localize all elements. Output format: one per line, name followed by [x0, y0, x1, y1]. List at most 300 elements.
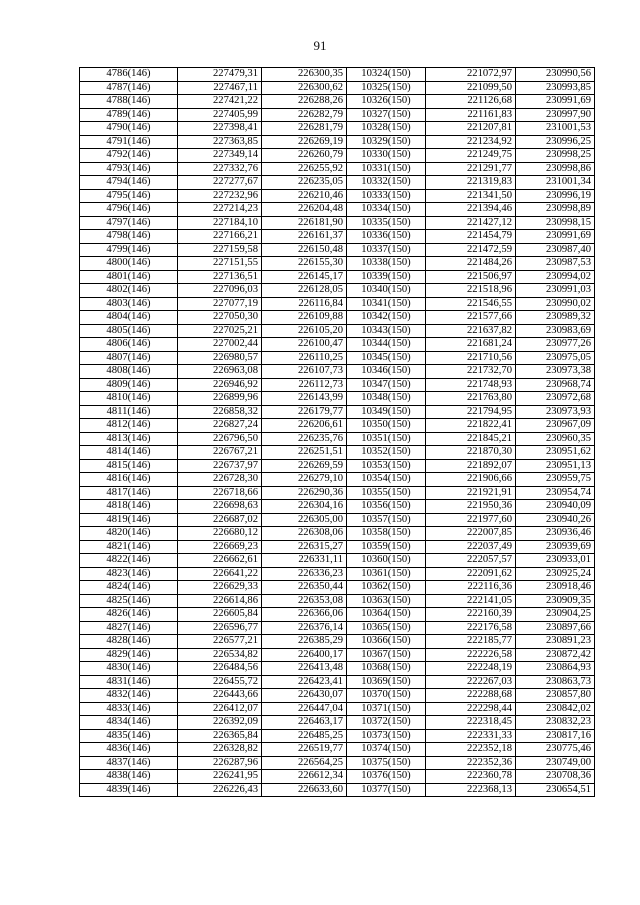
coordinate-cell: 230909,35 — [516, 594, 595, 608]
coordinate-cell: 226534,82 — [178, 648, 262, 662]
table-row — [80, 122, 595, 136]
point-id-cell: 4830(146) — [80, 662, 178, 676]
table-row — [80, 486, 595, 500]
coordinate-cell: 226629,33 — [178, 581, 262, 595]
coordinate-cell: 226204,48 — [262, 203, 347, 217]
point-id-cell: 10327(150) — [347, 108, 426, 122]
coordinate-cell: 226669,23 — [178, 540, 262, 554]
coordinate-cell: 230990,56 — [516, 68, 595, 82]
coordinate-cell: 222141,05 — [426, 594, 516, 608]
coordinate-cell: 227096,03 — [178, 284, 262, 298]
point-id-cell: 4813(146) — [80, 432, 178, 446]
point-id-cell: 10364(150) — [347, 608, 426, 622]
point-id-cell: 10361(150) — [347, 567, 426, 581]
table-row — [80, 743, 595, 757]
coordinate-cell: 226899,96 — [178, 392, 262, 406]
table-row — [80, 621, 595, 635]
coordinate-cell: 226304,16 — [262, 500, 347, 514]
coordinate-cell: 226392,09 — [178, 716, 262, 730]
point-id-cell: 4822(146) — [80, 554, 178, 568]
coordinate-cell: 221207,81 — [426, 122, 516, 136]
coordinate-cell: 221977,60 — [426, 513, 516, 527]
coordinate-cell: 227405,99 — [178, 108, 262, 122]
coordinate-cell: 226179,77 — [262, 405, 347, 419]
coordinate-cell: 227184,10 — [178, 216, 262, 230]
coordinate-cell: 226308,06 — [262, 527, 347, 541]
coordinate-cell: 230987,40 — [516, 243, 595, 257]
point-id-cell: 10330(150) — [347, 149, 426, 163]
coordinate-cell: 230933,01 — [516, 554, 595, 568]
point-id-cell: 10326(150) — [347, 95, 426, 109]
point-id-cell: 4811(146) — [80, 405, 178, 419]
point-id-cell: 4794(146) — [80, 176, 178, 190]
point-id-cell: 10346(150) — [347, 365, 426, 379]
point-id-cell: 4812(146) — [80, 419, 178, 433]
coordinate-cell: 226269,59 — [262, 459, 347, 473]
coordinate-cell: 230749,00 — [516, 756, 595, 770]
coordinate-cell: 227166,21 — [178, 230, 262, 244]
point-id-cell: 4790(146) — [80, 122, 178, 136]
coordinate-cell: 226112,73 — [262, 378, 347, 392]
coordinate-cell: 226365,84 — [178, 729, 262, 743]
coordinate-cell: 230994,02 — [516, 270, 595, 284]
coordinate-cell: 226288,26 — [262, 95, 347, 109]
coordinate-cell: 227136,51 — [178, 270, 262, 284]
coordinate-cell: 226612,34 — [262, 770, 347, 784]
coordinate-cell: 226150,48 — [262, 243, 347, 257]
point-id-cell: 4804(146) — [80, 311, 178, 325]
table-row — [80, 81, 595, 95]
point-id-cell: 10362(150) — [347, 581, 426, 595]
coordinate-cell: 226100,47 — [262, 338, 347, 352]
coordinate-cell: 226963,08 — [178, 365, 262, 379]
point-id-cell: 10360(150) — [347, 554, 426, 568]
coordinate-cell: 221637,82 — [426, 324, 516, 338]
point-id-cell: 10370(150) — [347, 689, 426, 703]
point-id-cell: 10338(150) — [347, 257, 426, 271]
coordinate-cell: 230918,46 — [516, 581, 595, 595]
coordinate-cell: 226605,84 — [178, 608, 262, 622]
coordinate-cell: 227159,58 — [178, 243, 262, 257]
table-row — [80, 770, 595, 784]
coordinate-cell: 230939,69 — [516, 540, 595, 554]
coordinate-cell: 231001,53 — [516, 122, 595, 136]
table-row — [80, 554, 595, 568]
point-id-cell: 4807(146) — [80, 351, 178, 365]
point-id-cell: 4798(146) — [80, 230, 178, 244]
coordinate-cell: 227349,14 — [178, 149, 262, 163]
coordinate-cell: 226161,37 — [262, 230, 347, 244]
coordinate-cell: 227479,31 — [178, 68, 262, 82]
point-id-cell: 10351(150) — [347, 432, 426, 446]
point-id-cell: 4828(146) — [80, 635, 178, 649]
point-id-cell: 4793(146) — [80, 162, 178, 176]
coordinate-cell: 226116,84 — [262, 297, 347, 311]
coordinate-cell: 221319,83 — [426, 176, 516, 190]
table-row — [80, 608, 595, 622]
coordinates-table-body — [80, 68, 595, 797]
point-id-cell: 10372(150) — [347, 716, 426, 730]
point-id-cell: 4796(146) — [80, 203, 178, 217]
coordinate-cell: 226484,56 — [178, 662, 262, 676]
point-id-cell: 4808(146) — [80, 365, 178, 379]
point-id-cell: 4792(146) — [80, 149, 178, 163]
coordinate-cell: 226564,25 — [262, 756, 347, 770]
point-id-cell: 4817(146) — [80, 486, 178, 500]
coordinate-cell: 230973,93 — [516, 405, 595, 419]
point-id-cell: 4816(146) — [80, 473, 178, 487]
point-id-cell: 4829(146) — [80, 648, 178, 662]
table-row — [80, 162, 595, 176]
coordinate-cell: 221454,79 — [426, 230, 516, 244]
point-id-cell: 10335(150) — [347, 216, 426, 230]
point-id-cell: 10340(150) — [347, 284, 426, 298]
coordinate-cell: 230987,53 — [516, 257, 595, 271]
coordinate-cell: 226181,90 — [262, 216, 347, 230]
coordinate-cell: 222352,36 — [426, 756, 516, 770]
point-id-cell: 10337(150) — [347, 243, 426, 257]
coordinate-cell: 226718,66 — [178, 486, 262, 500]
coordinate-cell: 230977,26 — [516, 338, 595, 352]
point-id-cell: 4818(146) — [80, 500, 178, 514]
point-id-cell: 10357(150) — [347, 513, 426, 527]
coordinate-cell: 230972,68 — [516, 392, 595, 406]
coordinate-cell: 222037,49 — [426, 540, 516, 554]
point-id-cell: 10344(150) — [347, 338, 426, 352]
point-id-cell: 4787(146) — [80, 81, 178, 95]
coordinate-cell: 226269,19 — [262, 135, 347, 149]
coordinate-cell: 230998,89 — [516, 203, 595, 217]
coordinate-cell: 230951,62 — [516, 446, 595, 460]
table-row — [80, 392, 595, 406]
point-id-cell: 10334(150) — [347, 203, 426, 217]
point-id-cell: 4809(146) — [80, 378, 178, 392]
coordinate-cell: 221906,66 — [426, 473, 516, 487]
point-id-cell: 4825(146) — [80, 594, 178, 608]
coordinate-cell: 226290,36 — [262, 486, 347, 500]
point-id-cell: 4831(146) — [80, 675, 178, 689]
table-row — [80, 108, 595, 122]
table-row — [80, 257, 595, 271]
coordinate-cell: 230967,09 — [516, 419, 595, 433]
coordinate-cell: 221870,30 — [426, 446, 516, 460]
coordinate-cell: 230951,13 — [516, 459, 595, 473]
table-row — [80, 446, 595, 460]
coordinate-cell: 226728,30 — [178, 473, 262, 487]
point-id-cell: 10328(150) — [347, 122, 426, 136]
coordinate-cell: 226241,95 — [178, 770, 262, 784]
coordinate-cell: 226255,92 — [262, 162, 347, 176]
point-id-cell: 10331(150) — [347, 162, 426, 176]
coordinates-table — [79, 67, 595, 797]
coordinate-cell: 222176,58 — [426, 621, 516, 635]
point-id-cell: 4835(146) — [80, 729, 178, 743]
coordinate-cell: 226235,05 — [262, 176, 347, 190]
coordinate-cell: 226485,25 — [262, 729, 347, 743]
coordinate-cell: 226305,00 — [262, 513, 347, 527]
coordinate-cell: 222185,77 — [426, 635, 516, 649]
coordinate-cell: 226400,17 — [262, 648, 347, 662]
table-row — [80, 351, 595, 365]
coordinate-cell: 230936,46 — [516, 527, 595, 541]
coordinate-cell: 222352,18 — [426, 743, 516, 757]
coordinate-cell: 231001,34 — [516, 176, 595, 190]
coordinate-cell: 221748,93 — [426, 378, 516, 392]
coordinate-cell: 221921,91 — [426, 486, 516, 500]
coordinate-cell: 230864,93 — [516, 662, 595, 676]
coordinate-cell: 227421,22 — [178, 95, 262, 109]
point-id-cell: 4820(146) — [80, 527, 178, 541]
coordinate-cell: 230904,25 — [516, 608, 595, 622]
coordinate-cell: 230968,74 — [516, 378, 595, 392]
point-id-cell: 10355(150) — [347, 486, 426, 500]
point-id-cell: 4814(146) — [80, 446, 178, 460]
coordinate-cell: 226980,57 — [178, 351, 262, 365]
coordinate-cell: 221394,46 — [426, 203, 516, 217]
coordinate-cell: 226281,79 — [262, 122, 347, 136]
coordinate-cell: 221427,12 — [426, 216, 516, 230]
coordinate-cell: 221472,59 — [426, 243, 516, 257]
coordinate-cell: 226260,79 — [262, 149, 347, 163]
table-row — [80, 203, 595, 217]
point-id-cell: 10359(150) — [347, 540, 426, 554]
coordinate-cell: 221763,80 — [426, 392, 516, 406]
coordinate-cell: 227050,30 — [178, 311, 262, 325]
coordinate-cell: 222116,36 — [426, 581, 516, 595]
coordinate-cell: 230991,69 — [516, 95, 595, 109]
coordinate-cell: 226413,48 — [262, 662, 347, 676]
coordinate-cell: 230975,05 — [516, 351, 595, 365]
table-row — [80, 702, 595, 716]
coordinate-cell: 222091,62 — [426, 567, 516, 581]
coordinate-cell: 226519,77 — [262, 743, 347, 757]
coordinate-cell: 226336,23 — [262, 567, 347, 581]
coordinate-cell: 230993,85 — [516, 81, 595, 95]
coordinate-cell: 221577,66 — [426, 311, 516, 325]
point-id-cell: 4788(146) — [80, 95, 178, 109]
coordinate-cell: 227398,41 — [178, 122, 262, 136]
coordinate-cell: 230960,35 — [516, 432, 595, 446]
coordinate-cell: 226143,99 — [262, 392, 347, 406]
table-row — [80, 567, 595, 581]
table-row — [80, 459, 595, 473]
coordinate-cell: 222368,13 — [426, 783, 516, 797]
coordinate-cell: 222007,85 — [426, 527, 516, 541]
coordinate-cell: 226423,41 — [262, 675, 347, 689]
coordinate-cell: 226641,22 — [178, 567, 262, 581]
point-id-cell: 4826(146) — [80, 608, 178, 622]
coordinate-cell: 221234,92 — [426, 135, 516, 149]
table-row — [80, 540, 595, 554]
page-number: 91 — [313, 38, 327, 53]
coordinate-cell: 230940,09 — [516, 500, 595, 514]
coordinate-cell: 226447,04 — [262, 702, 347, 716]
point-id-cell: 4827(146) — [80, 621, 178, 635]
point-id-cell: 4832(146) — [80, 689, 178, 703]
coordinate-cell: 222298,44 — [426, 702, 516, 716]
coordinate-cell: 226680,12 — [178, 527, 262, 541]
coordinate-cell: 230983,69 — [516, 324, 595, 338]
point-id-cell: 10371(150) — [347, 702, 426, 716]
point-id-cell: 4834(146) — [80, 716, 178, 730]
coordinate-cell: 226687,02 — [178, 513, 262, 527]
coordinate-cell: 226128,05 — [262, 284, 347, 298]
table-row — [80, 675, 595, 689]
point-id-cell: 4821(146) — [80, 540, 178, 554]
coordinate-cell: 230872,42 — [516, 648, 595, 662]
coordinate-cell: 226376,14 — [262, 621, 347, 635]
coordinate-cell: 227332,76 — [178, 162, 262, 176]
table-row — [80, 594, 595, 608]
coordinate-cell: 221484,26 — [426, 257, 516, 271]
point-id-cell: 4838(146) — [80, 770, 178, 784]
table-row — [80, 405, 595, 419]
coordinate-cell: 230897,66 — [516, 621, 595, 635]
point-id-cell: 4803(146) — [80, 297, 178, 311]
coordinate-cell: 222226,58 — [426, 648, 516, 662]
coordinate-cell: 227214,23 — [178, 203, 262, 217]
coordinate-cell: 226353,08 — [262, 594, 347, 608]
coordinate-cell: 230708,36 — [516, 770, 595, 784]
coordinate-cell: 230973,38 — [516, 365, 595, 379]
point-id-cell: 10367(150) — [347, 648, 426, 662]
coordinate-cell: 221732,70 — [426, 365, 516, 379]
table-row — [80, 68, 595, 82]
table-row — [80, 729, 595, 743]
coordinate-cell: 230940,26 — [516, 513, 595, 527]
table-row — [80, 270, 595, 284]
coordinate-cell: 230954,74 — [516, 486, 595, 500]
point-id-cell: 10354(150) — [347, 473, 426, 487]
coordinate-cell: 230959,75 — [516, 473, 595, 487]
coordinate-cell: 221341,50 — [426, 189, 516, 203]
coordinate-cell: 230997,90 — [516, 108, 595, 122]
coordinate-cell: 230998,25 — [516, 149, 595, 163]
coordinate-cell: 226107,73 — [262, 365, 347, 379]
coordinate-cell: 230842,02 — [516, 702, 595, 716]
coordinate-cell: 222057,57 — [426, 554, 516, 568]
coordinate-cell: 230996,19 — [516, 189, 595, 203]
coordinate-cell: 221518,96 — [426, 284, 516, 298]
coordinate-cell: 226109,88 — [262, 311, 347, 325]
coordinate-cell: 226210,46 — [262, 189, 347, 203]
coordinate-cell: 226366,06 — [262, 608, 347, 622]
point-id-cell: 10347(150) — [347, 378, 426, 392]
table-row — [80, 176, 595, 190]
coordinate-cell: 226385,29 — [262, 635, 347, 649]
point-id-cell: 10329(150) — [347, 135, 426, 149]
coordinate-cell: 226287,96 — [178, 756, 262, 770]
coordinate-cell: 226614,86 — [178, 594, 262, 608]
point-id-cell: 4802(146) — [80, 284, 178, 298]
point-id-cell: 10356(150) — [347, 500, 426, 514]
point-id-cell: 4810(146) — [80, 392, 178, 406]
coordinate-cell: 221291,77 — [426, 162, 516, 176]
coordinate-cell: 227363,85 — [178, 135, 262, 149]
coordinate-cell: 226155,30 — [262, 257, 347, 271]
coordinate-cell: 226662,61 — [178, 554, 262, 568]
coordinate-cell: 226251,51 — [262, 446, 347, 460]
point-id-cell: 4824(146) — [80, 581, 178, 595]
coordinate-cell: 222267,03 — [426, 675, 516, 689]
coordinate-cell: 226226,43 — [178, 783, 262, 797]
coordinate-cell: 227025,21 — [178, 324, 262, 338]
coordinate-cell: 226443,66 — [178, 689, 262, 703]
point-id-cell: 10363(150) — [347, 594, 426, 608]
table-row — [80, 378, 595, 392]
point-id-cell: 4837(146) — [80, 756, 178, 770]
coordinate-cell: 227277,67 — [178, 176, 262, 190]
coordinate-cell: 226105,20 — [262, 324, 347, 338]
table-row — [80, 756, 595, 770]
point-id-cell: 4833(146) — [80, 702, 178, 716]
coordinate-cell: 222360,78 — [426, 770, 516, 784]
coordinate-cell: 226328,82 — [178, 743, 262, 757]
coordinate-cell: 226596,77 — [178, 621, 262, 635]
table-row — [80, 432, 595, 446]
point-id-cell: 10350(150) — [347, 419, 426, 433]
table-row — [80, 135, 595, 149]
coordinate-cell: 230991,69 — [516, 230, 595, 244]
table-row — [80, 473, 595, 487]
point-id-cell: 10345(150) — [347, 351, 426, 365]
point-id-cell: 10369(150) — [347, 675, 426, 689]
coordinate-cell: 230857,80 — [516, 689, 595, 703]
coordinate-cell: 227002,44 — [178, 338, 262, 352]
coordinate-cell: 226946,92 — [178, 378, 262, 392]
table-row — [80, 527, 595, 541]
coordinate-cell: 227232,96 — [178, 189, 262, 203]
point-id-cell: 10341(150) — [347, 297, 426, 311]
point-id-cell: 10352(150) — [347, 446, 426, 460]
point-id-cell: 10358(150) — [347, 527, 426, 541]
coordinate-cell: 221950,36 — [426, 500, 516, 514]
coordinate-cell: 230998,86 — [516, 162, 595, 176]
coordinate-cell: 227467,11 — [178, 81, 262, 95]
coordinate-cell: 226300,62 — [262, 81, 347, 95]
point-id-cell: 4795(146) — [80, 189, 178, 203]
point-id-cell: 4786(146) — [80, 68, 178, 82]
coordinate-cell: 226331,11 — [262, 554, 347, 568]
coordinate-cell: 227077,19 — [178, 297, 262, 311]
coordinate-cell: 226455,72 — [178, 675, 262, 689]
coordinate-cell: 221794,95 — [426, 405, 516, 419]
point-id-cell: 10343(150) — [347, 324, 426, 338]
table-row — [80, 783, 595, 797]
point-id-cell: 10376(150) — [347, 770, 426, 784]
coordinate-cell: 226430,07 — [262, 689, 347, 703]
coordinate-cell: 226145,17 — [262, 270, 347, 284]
table-row — [80, 230, 595, 244]
table-row — [80, 216, 595, 230]
table-row — [80, 189, 595, 203]
coordinate-cell: 230832,23 — [516, 716, 595, 730]
coordinate-cell: 230996,25 — [516, 135, 595, 149]
point-id-cell: 10333(150) — [347, 189, 426, 203]
point-id-cell: 10365(150) — [347, 621, 426, 635]
coordinate-cell: 221892,07 — [426, 459, 516, 473]
point-id-cell: 10353(150) — [347, 459, 426, 473]
coordinate-cell: 222248,19 — [426, 662, 516, 676]
point-id-cell: 4806(146) — [80, 338, 178, 352]
table-row — [80, 648, 595, 662]
coordinate-cell: 226279,10 — [262, 473, 347, 487]
point-id-cell: 10348(150) — [347, 392, 426, 406]
table-row — [80, 662, 595, 676]
point-id-cell: 4791(146) — [80, 135, 178, 149]
coordinate-cell: 221072,97 — [426, 68, 516, 82]
coordinate-cell: 226463,17 — [262, 716, 347, 730]
